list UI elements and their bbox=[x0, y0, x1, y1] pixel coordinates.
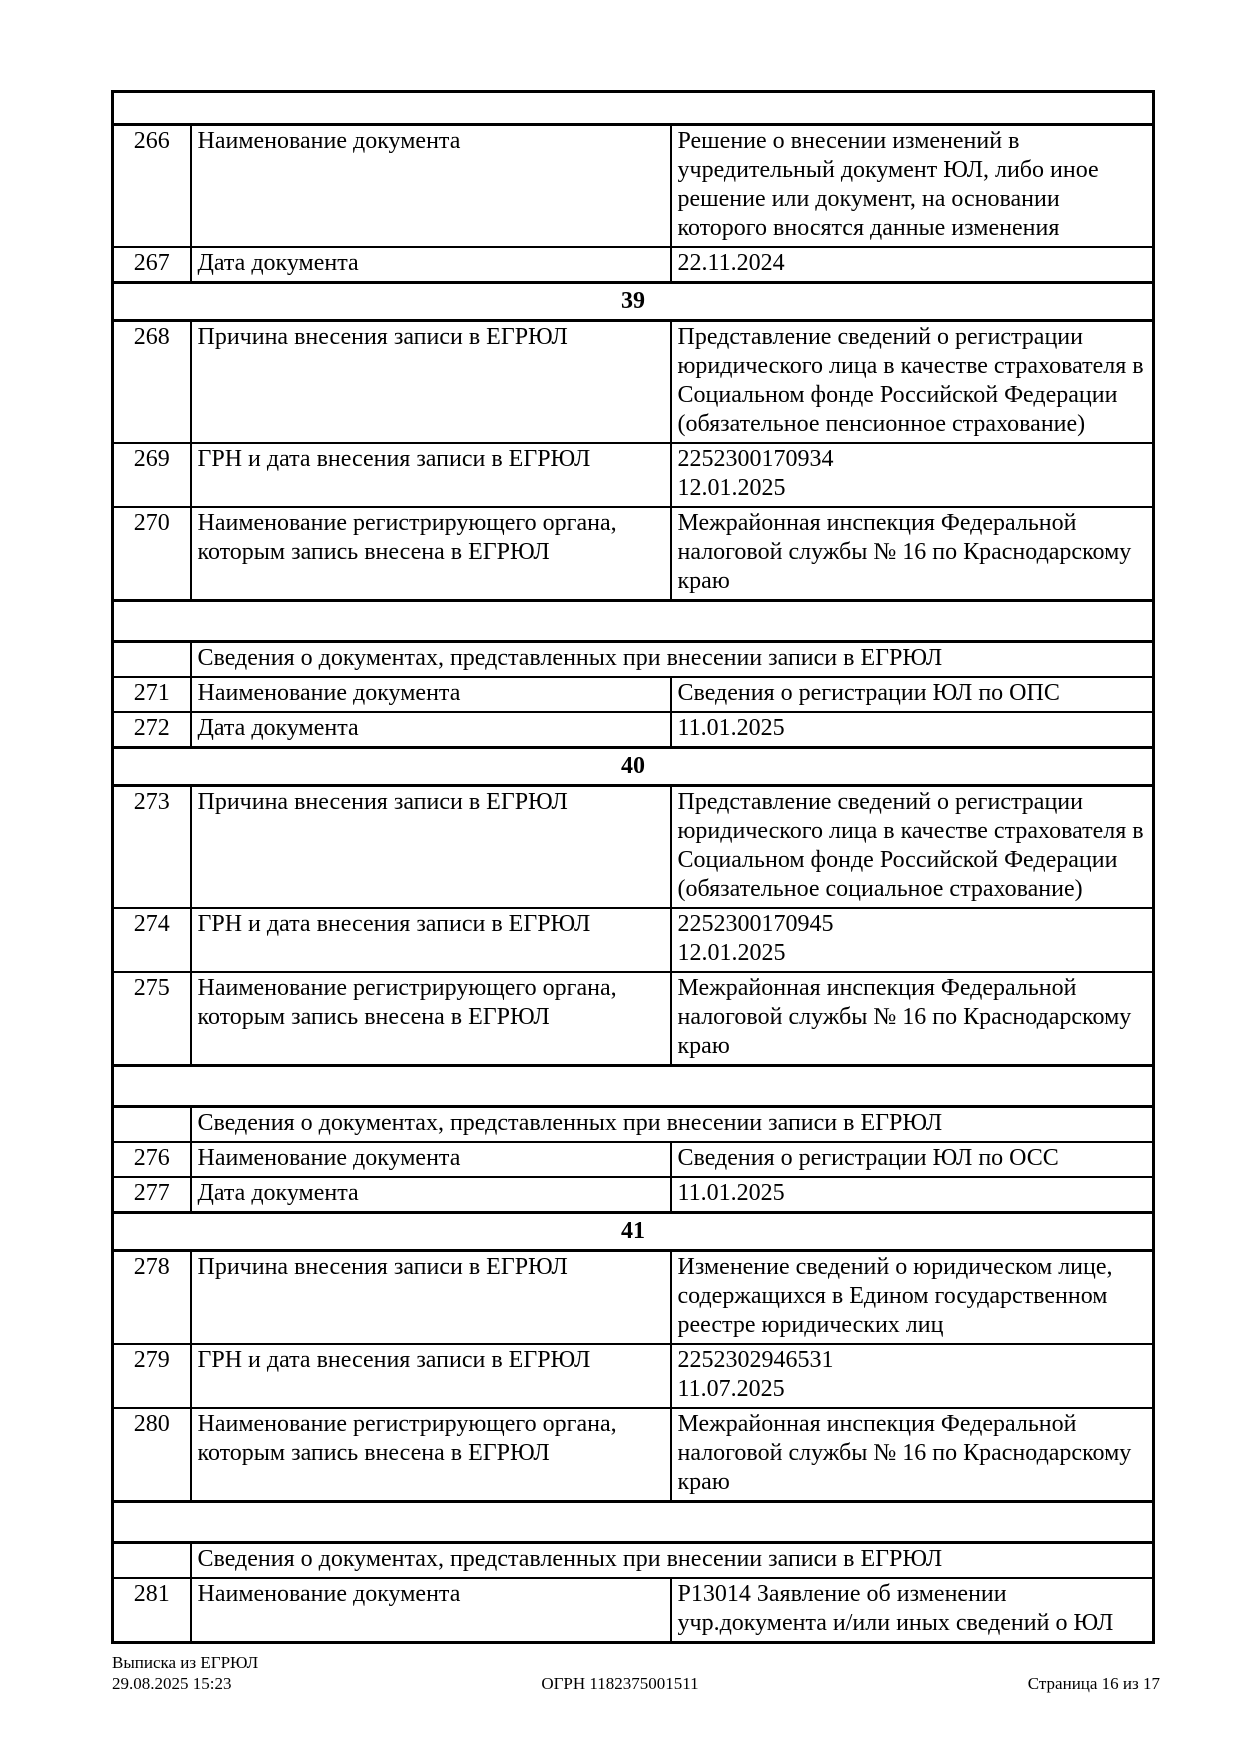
field-label-cell: Причина внесения записи в ЕГРЮЛ bbox=[191, 321, 671, 444]
section-number-row bbox=[113, 748, 1154, 786]
field-label-cell: Наименование документа bbox=[191, 1578, 671, 1643]
field-label-cell: Дата документа bbox=[191, 247, 671, 283]
field-value-cell: Р13014 Заявление об изменении учр.документа и/или иных сведений о ЮЛ bbox=[671, 1578, 1154, 1643]
field-value-cell: Межрайонная инспекция Федеральной налоговой службы № 16 по Краснодарскому краю bbox=[671, 972, 1154, 1066]
table-row bbox=[113, 1177, 1154, 1213]
row-number-cell: 278 bbox=[113, 1251, 191, 1345]
field-label-cell: ГРН и дата внесения записи в ЕГРЮЛ bbox=[191, 1344, 671, 1408]
row-number-cell: 281 bbox=[113, 1578, 191, 1643]
docs-header-row bbox=[113, 1543, 1154, 1579]
field-value-cell: Сведения о регистрации ЮЛ по ОПС bbox=[671, 677, 1154, 712]
table-row bbox=[113, 677, 1154, 712]
table-row bbox=[113, 908, 1154, 972]
field-value-cell: Решение о внесении изменений в учредительный документ ЮЛ, либо иное решение или документ, на основании которого вносятся данные изменения bbox=[671, 125, 1154, 248]
table-row bbox=[113, 1578, 1154, 1643]
table-row bbox=[113, 1408, 1154, 1502]
section-number-row bbox=[113, 283, 1154, 321]
row-number-cell: 280 bbox=[113, 1408, 191, 1502]
field-label-cell: Дата документа bbox=[191, 1177, 671, 1213]
row-number-cell: 267 bbox=[113, 247, 191, 283]
table-row bbox=[113, 1251, 1154, 1345]
table-row bbox=[113, 1142, 1154, 1177]
table-row bbox=[113, 125, 1154, 248]
field-label-cell: Наименование документа bbox=[191, 1142, 671, 1177]
spacer-row bbox=[113, 1502, 1154, 1543]
spacer-cell bbox=[113, 1502, 1154, 1543]
section-number-cell: 41 bbox=[113, 1213, 1154, 1251]
docs-header-row bbox=[113, 642, 1154, 678]
field-value-cell: Изменение сведений о юридическом лице, содержащихся в Едином государственном реестре юридических лиц bbox=[671, 1251, 1154, 1345]
field-value-cell bbox=[671, 1344, 1154, 1408]
grn-value: 2252302946531 bbox=[677, 1347, 834, 1373]
egrul-extract-table bbox=[111, 90, 1155, 1644]
row-number-cell: 269 bbox=[113, 443, 191, 507]
spacer-cell bbox=[113, 92, 1154, 125]
spacer-cell bbox=[113, 1066, 1154, 1107]
docs-header-cell: Сведения о документах, представленных при внесении записи в ЕГРЮЛ bbox=[191, 1107, 1154, 1143]
field-value-cell: Представление сведений о регистрации юридического лица в качестве страхователя в Социальном фонде Российской Федерации (обязательное пенсионное страхование) bbox=[671, 321, 1154, 444]
field-label-cell: Наименование документа bbox=[191, 677, 671, 712]
footer-doc-type: Выписка из ЕГРЮЛ bbox=[112, 1653, 259, 1672]
field-label-cell: ГРН и дата внесения записи в ЕГРЮЛ bbox=[191, 443, 671, 507]
row-number-cell: 266 bbox=[113, 125, 191, 248]
field-value-cell bbox=[671, 908, 1154, 972]
row-number-cell: 272 bbox=[113, 712, 191, 748]
docs-header-row bbox=[113, 1107, 1154, 1143]
section-number-cell: 40 bbox=[113, 748, 1154, 786]
table-row bbox=[113, 507, 1154, 601]
row-number-cell: 270 bbox=[113, 507, 191, 601]
section-number-cell: 39 bbox=[113, 283, 1154, 321]
record-date: 12.01.2025 bbox=[677, 940, 786, 966]
spacer-row bbox=[113, 92, 1154, 125]
row-number-cell bbox=[113, 1543, 191, 1579]
row-number-cell: 275 bbox=[113, 972, 191, 1066]
grn-value: 2252300170945 bbox=[677, 911, 834, 937]
table-row bbox=[113, 321, 1154, 444]
field-label-cell: Дата документа bbox=[191, 712, 671, 748]
row-number-cell: 274 bbox=[113, 908, 191, 972]
row-number-cell: 273 bbox=[113, 786, 191, 909]
field-label-cell: Наименование регистрирующего органа, которым запись внесена в ЕГРЮЛ bbox=[191, 972, 671, 1066]
spacer-row bbox=[113, 601, 1154, 642]
row-number-cell: 279 bbox=[113, 1344, 191, 1408]
field-value-cell: 11.01.2025 bbox=[671, 712, 1154, 748]
table-row bbox=[113, 443, 1154, 507]
table-row bbox=[113, 786, 1154, 909]
footer-page-number: Страница 16 из 17 bbox=[1027, 1674, 1160, 1693]
table-row bbox=[113, 1344, 1154, 1408]
row-number-cell: 277 bbox=[113, 1177, 191, 1213]
section-number-row bbox=[113, 1213, 1154, 1251]
table-row bbox=[113, 247, 1154, 283]
grn-value: 2252300170934 bbox=[677, 446, 834, 472]
row-number-cell bbox=[113, 642, 191, 678]
field-value-cell: Сведения о регистрации ЮЛ по ОСС bbox=[671, 1142, 1154, 1177]
field-value-cell: Представление сведений о регистрации юридического лица в качестве страхователя в Социальном фонде Российской Федерации (обязательное социальное страхование) bbox=[671, 786, 1154, 909]
table-row bbox=[113, 972, 1154, 1066]
field-label-cell: Наименование регистрирующего органа, которым запись внесена в ЕГРЮЛ bbox=[191, 507, 671, 601]
footer-generated-timestamp: 29.08.2025 15:23 bbox=[112, 1674, 232, 1693]
field-label-cell: Причина внесения записи в ЕГРЮЛ bbox=[191, 1251, 671, 1345]
field-value-cell: 11.01.2025 bbox=[671, 1177, 1154, 1213]
field-label-cell: Наименование регистрирующего органа, которым запись внесена в ЕГРЮЛ bbox=[191, 1408, 671, 1502]
docs-header-cell: Сведения о документах, представленных при внесении записи в ЕГРЮЛ bbox=[191, 1543, 1154, 1579]
spacer-cell bbox=[113, 601, 1154, 642]
record-date: 11.07.2025 bbox=[677, 1376, 785, 1402]
field-value-cell: Межрайонная инспекция Федеральной налоговой службы № 16 по Краснодарскому краю bbox=[671, 507, 1154, 601]
field-value-cell: Межрайонная инспекция Федеральной налоговой службы № 16 по Краснодарскому краю bbox=[671, 1408, 1154, 1502]
row-number-cell: 268 bbox=[113, 321, 191, 444]
row-number-cell bbox=[113, 1107, 191, 1143]
spacer-row bbox=[113, 1066, 1154, 1107]
docs-header-cell: Сведения о документах, представленных при внесении записи в ЕГРЮЛ bbox=[191, 642, 1154, 678]
record-date: 12.01.2025 bbox=[677, 475, 786, 501]
row-number-cell: 271 bbox=[113, 677, 191, 712]
field-label-cell: Наименование документа bbox=[191, 125, 671, 248]
field-label-cell: ГРН и дата внесения записи в ЕГРЮЛ bbox=[191, 908, 671, 972]
field-label-cell: Причина внесения записи в ЕГРЮЛ bbox=[191, 786, 671, 909]
field-value-cell: 22.11.2024 bbox=[671, 247, 1154, 283]
table-row bbox=[113, 712, 1154, 748]
row-number-cell: 276 bbox=[113, 1142, 191, 1177]
footer-ogrn: ОГРН 1182375001511 bbox=[541, 1674, 699, 1693]
field-value-cell bbox=[671, 443, 1154, 507]
